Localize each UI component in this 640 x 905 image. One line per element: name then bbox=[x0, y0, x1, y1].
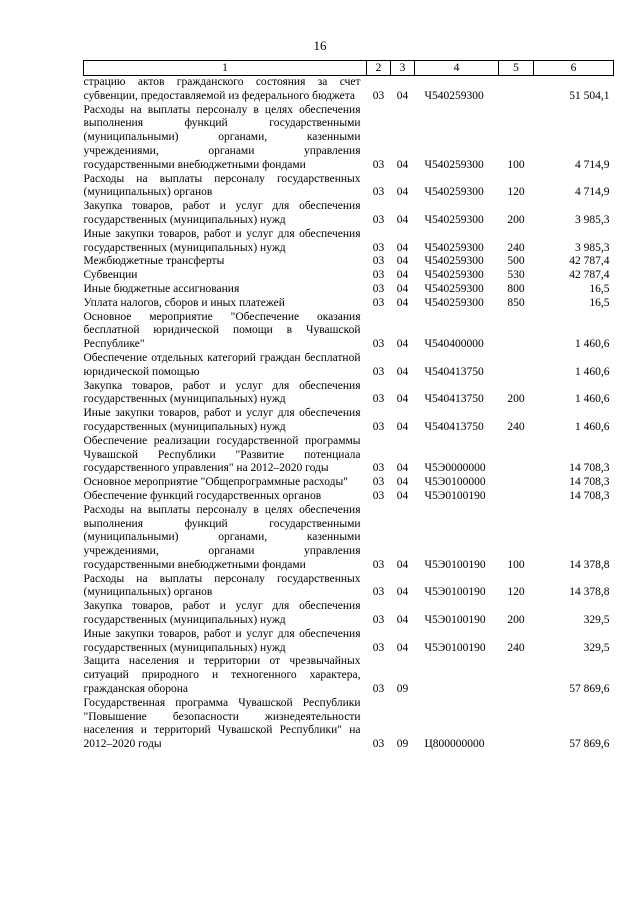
row-amount: 1 460,6 bbox=[575, 338, 610, 351]
row-section-code: 03 bbox=[372, 558, 385, 571]
table-row bbox=[84, 228, 614, 256]
row-amount: 3 985,3 bbox=[575, 213, 610, 226]
row-target-code: Ч5Э0100190 bbox=[424, 614, 486, 627]
table-row bbox=[84, 476, 614, 490]
row-target-code: Ч540259300 bbox=[424, 269, 484, 282]
row-description: Закупка товаров, работ и услуг для обеспечения государственных (муниципальных) нужд bbox=[83, 600, 361, 627]
table-row bbox=[84, 283, 614, 297]
row-amount: 14 708,3 bbox=[569, 489, 610, 502]
row-section-code: 03 bbox=[372, 489, 385, 502]
row-expense-type: 850 bbox=[507, 296, 525, 309]
header-col-4: 4 bbox=[415, 61, 499, 76]
row-expense-type: 100 bbox=[507, 558, 525, 571]
row-description: Расходы на выплаты персоналу государственных (муниципальных) органов bbox=[83, 572, 361, 599]
table-row bbox=[84, 628, 614, 656]
row-target-code: Ч540259300 bbox=[424, 186, 484, 199]
row-description: Расходы на выплаты персоналу в целях обеспечения выполнения функций государственными (муниципальными) органами, казенными учреждениями, органами управления государственными внебюджетными фондами bbox=[83, 503, 361, 571]
row-subsection-code: 09 bbox=[396, 683, 409, 696]
row-section-code: 03 bbox=[372, 269, 385, 282]
row-description: Межбюджетные трансферты bbox=[83, 255, 225, 268]
row-subsection-code: 04 bbox=[396, 282, 409, 295]
row-target-code: Ч540259300 bbox=[424, 282, 484, 295]
table-row bbox=[84, 490, 614, 504]
table-row bbox=[84, 173, 614, 201]
table-row bbox=[84, 297, 614, 311]
row-target-code: Ч540259300 bbox=[424, 296, 484, 309]
row-section-code: 03 bbox=[372, 393, 385, 406]
row-description: Основное мероприятие "Обеспечение оказания бесплатной юридической помощи в Чувашской Республике" bbox=[83, 310, 361, 351]
row-subsection-code: 04 bbox=[396, 365, 409, 378]
header-col-3: 3 bbox=[391, 61, 415, 76]
row-section-code: 03 bbox=[372, 89, 385, 102]
row-expense-type: 120 bbox=[507, 586, 525, 599]
row-description: Расходы на выплаты персоналу в целях обеспечения выполнения функций государственными (муниципальными) органами, казенными учреждениями, органами управления государственными внебюджетными фондами bbox=[83, 103, 361, 171]
table-row bbox=[84, 697, 614, 752]
table-row bbox=[84, 407, 614, 435]
row-description: Государственная программа Чувашской Республики "Повышение безопасности жизнедеятельности населения и территорий Чувашской Республики" на 2012–2020 годы bbox=[83, 696, 361, 751]
row-subsection-code: 04 bbox=[396, 255, 409, 268]
row-expense-type: 120 bbox=[507, 186, 525, 199]
row-section-code: 03 bbox=[372, 614, 385, 627]
row-amount: 1 460,6 bbox=[575, 393, 610, 406]
row-section-code: 03 bbox=[372, 462, 385, 475]
row-target-code: Ц800000000 bbox=[424, 738, 485, 751]
row-target-code: Ч540413750 bbox=[424, 393, 484, 406]
row-expense-type: 240 bbox=[507, 641, 525, 654]
page-number: 16 bbox=[313, 38, 327, 53]
table-row bbox=[84, 380, 614, 408]
row-target-code: Ч5Э0100190 bbox=[424, 586, 486, 599]
row-amount: 1 460,6 bbox=[575, 365, 610, 378]
row-description: Защита населения и территории от чрезвычайных ситуаций природного и техногенного характера, гражданская оборона bbox=[83, 655, 361, 696]
row-subsection-code: 04 bbox=[396, 296, 409, 309]
row-subsection-code: 04 bbox=[396, 420, 409, 433]
header-col-2: 2 bbox=[367, 61, 391, 76]
row-expense-type bbox=[499, 697, 534, 752]
row-amount: 1 460,6 bbox=[575, 420, 610, 433]
table-row bbox=[84, 104, 614, 173]
row-expense-type: 100 bbox=[507, 158, 525, 171]
row-description: Иные закупки товаров, работ и услуг для обеспечения государственных (муниципальных) нужд bbox=[83, 227, 361, 254]
row-description: страцию актов гражданского состояния за счет субвенции, предоставляемой из федерального бюджета bbox=[83, 76, 361, 102]
row-expense-type bbox=[499, 476, 534, 490]
table-row bbox=[84, 435, 614, 476]
budget-table bbox=[83, 60, 614, 752]
row-target-code: Ч5Э0100190 bbox=[424, 558, 486, 571]
row-section-code: 03 bbox=[372, 420, 385, 433]
row-section-code: 03 bbox=[372, 641, 385, 654]
row-target-code: Ч540400000 bbox=[424, 338, 484, 351]
row-amount: 329,5 bbox=[583, 641, 610, 654]
row-subsection-code: 04 bbox=[396, 586, 409, 599]
row-section-code: 03 bbox=[372, 683, 385, 696]
row-target-code bbox=[415, 655, 499, 696]
row-section-code: 03 bbox=[372, 241, 385, 254]
table-row bbox=[84, 269, 614, 283]
row-target-code: Ч540259300 bbox=[424, 241, 484, 254]
row-expense-type: 200 bbox=[507, 614, 525, 627]
row-target-code: Ч540259300 bbox=[424, 158, 484, 171]
row-subsection-code: 04 bbox=[396, 213, 409, 226]
row-expense-type bbox=[499, 435, 534, 476]
row-subsection-code: 04 bbox=[396, 338, 409, 351]
table-header-row bbox=[84, 61, 614, 76]
row-description: Обеспечение отдельных категорий граждан бесплатной юридической помощью bbox=[83, 351, 361, 378]
row-subsection-code: 04 bbox=[396, 393, 409, 406]
row-description: Обеспечение функций государственных органов bbox=[83, 489, 322, 502]
table-row bbox=[84, 352, 614, 380]
row-description: Обеспечение реализации государственной программы Чувашской Республики "Развитие потенциала государственного управления" на 2012–2020 годы bbox=[83, 434, 361, 475]
header-col-5: 5 bbox=[499, 61, 534, 76]
row-subsection-code: 04 bbox=[396, 558, 409, 571]
row-amount: 57 869,6 bbox=[569, 683, 610, 696]
row-description: Расходы на выплаты персоналу государственных (муниципальных) органов bbox=[83, 172, 361, 199]
row-section-code: 03 bbox=[372, 213, 385, 226]
row-description: Основное мероприятие "Общепрограммные расходы" bbox=[83, 476, 348, 489]
row-section-code: 03 bbox=[372, 738, 385, 751]
row-amount: 329,5 bbox=[583, 614, 610, 627]
row-subsection-code: 04 bbox=[396, 241, 409, 254]
row-target-code: Ч540259300 bbox=[424, 255, 484, 268]
row-expense-type: 530 bbox=[507, 269, 525, 282]
row-expense-type: 240 bbox=[507, 420, 525, 433]
row-subsection-code: 04 bbox=[396, 614, 409, 627]
row-amount: 3 985,3 bbox=[575, 241, 610, 254]
row-section-code: 03 bbox=[372, 476, 385, 489]
row-expense-type bbox=[499, 76, 534, 104]
row-expense-type bbox=[499, 490, 534, 504]
table-row bbox=[84, 255, 614, 269]
header-col-6: 6 bbox=[534, 61, 614, 76]
row-section-code: 03 bbox=[372, 282, 385, 295]
row-description: Закупка товаров, работ и услуг для обеспечения государственных (муниципальных) нужд bbox=[83, 379, 361, 406]
row-subsection-code: 04 bbox=[396, 158, 409, 171]
row-target-code: Ч540259300 bbox=[424, 213, 484, 226]
row-expense-type: 200 bbox=[507, 213, 525, 226]
row-expense-type: 240 bbox=[507, 241, 525, 254]
row-section-code: 03 bbox=[372, 586, 385, 599]
row-section-code: 03 bbox=[372, 158, 385, 171]
row-section-code: 03 bbox=[372, 296, 385, 309]
row-subsection-code: 04 bbox=[396, 641, 409, 654]
row-section-code: 03 bbox=[372, 186, 385, 199]
row-expense-type bbox=[499, 311, 534, 352]
table-row bbox=[84, 600, 614, 628]
row-target-code: Ч540259300 bbox=[424, 89, 484, 102]
row-section-code: 03 bbox=[372, 338, 385, 351]
table-row bbox=[84, 655, 614, 696]
row-expense-type bbox=[499, 655, 534, 696]
row-description: Закупка товаров, работ и услуг для обеспечения государственных (муниципальных) нужд bbox=[83, 200, 361, 226]
row-amount: 4 714,9 bbox=[575, 158, 610, 171]
table-row bbox=[84, 573, 614, 601]
row-expense-type: 200 bbox=[507, 393, 525, 406]
row-amount: 14 708,3 bbox=[569, 462, 610, 475]
row-subsection-code: 04 bbox=[396, 269, 409, 282]
row-expense-type: 800 bbox=[507, 282, 525, 295]
row-subsection-code: 04 bbox=[396, 476, 409, 489]
table-row bbox=[84, 76, 614, 104]
row-amount: 57 869,6 bbox=[569, 738, 610, 751]
row-amount: 14 708,3 bbox=[569, 476, 610, 489]
row-target-code: Ч5Э0100190 bbox=[424, 641, 486, 654]
row-amount: 14 378,8 bbox=[569, 558, 610, 571]
row-expense-type bbox=[499, 352, 534, 380]
row-subsection-code: 04 bbox=[396, 489, 409, 502]
row-description: Иные бюджетные ассигнования bbox=[83, 282, 240, 295]
table-body bbox=[84, 76, 614, 753]
table-row bbox=[84, 311, 614, 352]
row-description: Иные закупки товаров, работ и услуг для обеспечения государственных (муниципальных) нужд bbox=[83, 627, 361, 654]
row-amount: 42 787,4 bbox=[569, 255, 610, 268]
row-target-code: Ч5Э0100190 bbox=[424, 489, 486, 502]
row-amount: 16,5 bbox=[589, 296, 610, 309]
table-row bbox=[84, 504, 614, 573]
row-target-code: Ч5Э0100000 bbox=[424, 476, 486, 489]
row-section-code: 03 bbox=[372, 255, 385, 268]
table-row bbox=[84, 200, 614, 228]
row-amount: 4 714,9 bbox=[575, 186, 610, 199]
row-subsection-code: 04 bbox=[396, 186, 409, 199]
row-amount: 14 378,8 bbox=[569, 586, 610, 599]
row-subsection-code: 09 bbox=[396, 738, 409, 751]
row-description: Субвенции bbox=[83, 269, 138, 282]
row-description: Уплата налогов, сборов и иных платежей bbox=[83, 296, 285, 309]
row-target-code: Ч540413750 bbox=[424, 365, 484, 378]
row-amount: 42 787,4 bbox=[569, 269, 610, 282]
row-target-code: Ч540413750 bbox=[424, 420, 484, 433]
row-subsection-code: 04 bbox=[396, 462, 409, 475]
row-target-code: Ч5Э0000000 bbox=[424, 462, 486, 475]
row-expense-type: 500 bbox=[507, 255, 525, 268]
row-description: Иные закупки товаров, работ и услуг для обеспечения государственных (муниципальных) нужд bbox=[83, 407, 361, 433]
row-subsection-code: 04 bbox=[396, 89, 409, 102]
row-section-code: 03 bbox=[372, 365, 385, 378]
row-amount: 51 504,1 bbox=[569, 89, 610, 102]
header-col-1: 1 bbox=[84, 61, 367, 76]
row-amount: 16,5 bbox=[589, 282, 610, 295]
